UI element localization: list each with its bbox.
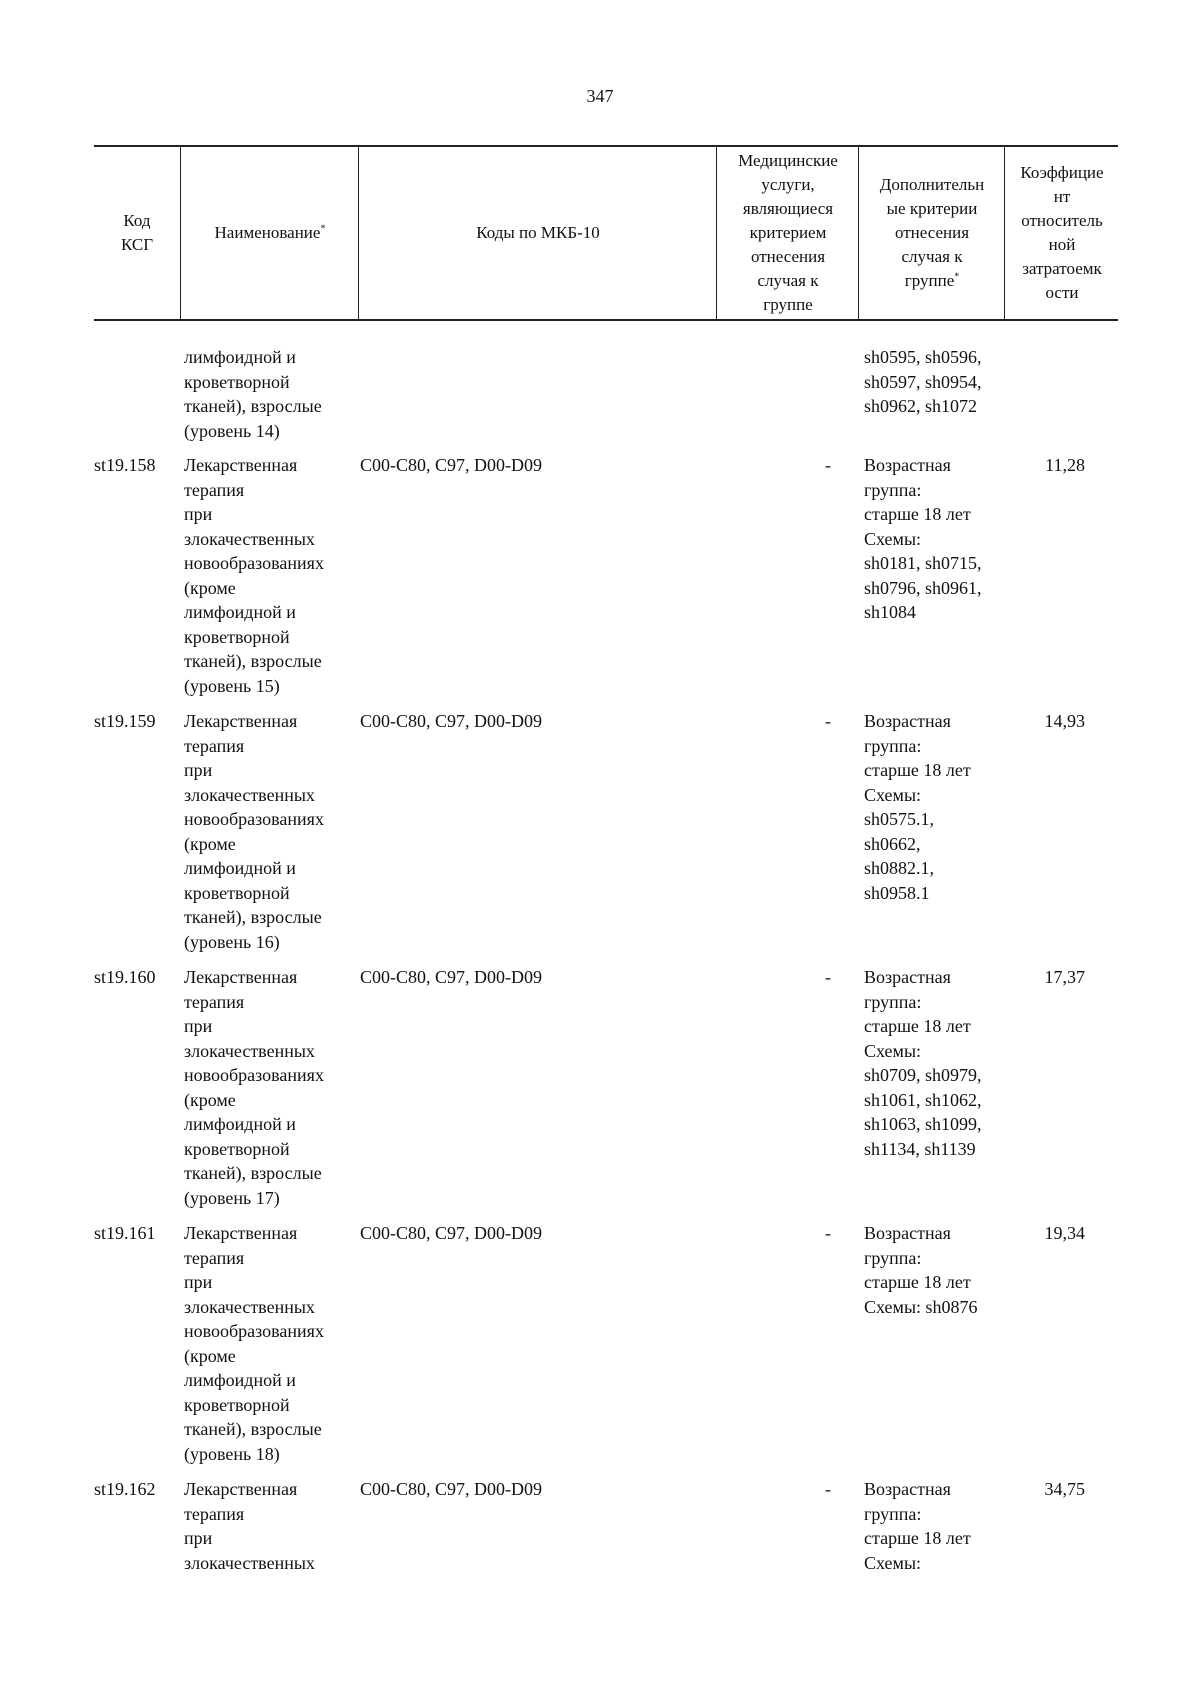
cell-mkb-codes: C00-C80, C97, D00-D09 — [360, 711, 543, 731]
cell-name-line: (уровень 14) — [184, 420, 280, 441]
cell-med-services: - — [825, 967, 831, 987]
header-coef — [1004, 147, 1119, 319]
cell-criteria-line: старше 18 лет — [864, 1272, 971, 1292]
cell-name-line: кроветворной — [184, 1138, 290, 1159]
header-coef-line: ости — [1045, 283, 1079, 302]
cell-code: st19.161 — [94, 1223, 156, 1243]
cell-name-line: лимфоидной и — [184, 858, 296, 878]
cell-name-line: (кроме — [184, 1345, 236, 1366]
cell-criteria-line: группа: — [864, 1247, 922, 1268]
header-code-line: КСГ — [120, 235, 154, 254]
cell-name-line: тканей), взрослые — [184, 396, 322, 416]
cell-mkb-codes: C00-C80, C97, D00-D09 — [360, 455, 543, 475]
cell-code: st19.160 — [94, 967, 156, 987]
cell-name-line: лимфоидной и — [184, 347, 296, 367]
cell-criteria-line: Возрастная — [864, 455, 951, 475]
header-coef-line: нт — [1053, 187, 1071, 206]
cell-criteria-line: sh0575.1, — [864, 809, 935, 829]
cell-code: st19.158 — [94, 455, 156, 475]
cell-name-line: новообразованиях — [184, 1065, 324, 1085]
cell-coefficient: 11,28 — [1045, 455, 1085, 475]
cell-name-line: при — [184, 1272, 213, 1292]
header-add-line: отнесения — [894, 223, 970, 242]
cell-coefficient: 34,75 — [1044, 1479, 1085, 1499]
cell-name-line: терапия — [184, 479, 245, 500]
cell-criteria-line: sh1063, sh1099, — [864, 1114, 982, 1134]
cell-name-line: Лекарственная — [184, 711, 298, 731]
cell-name-line: (уровень 15) — [184, 675, 280, 696]
header-med-line: критерием — [749, 223, 827, 242]
header-med-line: Медицинские — [738, 151, 838, 170]
header-add-line-mark: * — [954, 271, 960, 283]
cell-mkb-codes: C00-C80, C97, D00-D09 — [360, 1223, 543, 1243]
cell-name-line: кроветворной — [184, 626, 290, 647]
cell-name-line: кроветворной — [184, 1394, 290, 1415]
cell-name-line: при — [184, 1528, 213, 1548]
cell-criteria-line: Схемы: — [864, 528, 922, 549]
cell-coefficient: 14,93 — [1044, 711, 1085, 731]
header-coef-line: затратоемк — [1022, 259, 1102, 278]
page-number: 347 — [586, 86, 614, 106]
header-med-line: группе — [763, 295, 813, 314]
cell-name-line: при — [184, 504, 213, 524]
cell-criteria-line: Схемы: — [864, 1040, 922, 1061]
cell-name — [184, 709, 354, 954]
cell-name-line: (уровень 17) — [184, 1187, 280, 1208]
cell-name-line: лимфоидной и — [184, 1370, 296, 1390]
cell-mkb-codes: C00-C80, C97, D00-D09 — [360, 1479, 543, 1499]
cell-criteria-line: старше 18 лет — [864, 1016, 971, 1036]
cell-criteria-line: группа: — [864, 991, 922, 1012]
cell-criteria-line: Возрастная — [864, 711, 951, 731]
cell-criteria-line: Возрастная — [864, 1223, 951, 1243]
cell-name-line: терапия — [184, 991, 245, 1012]
cell-name — [184, 965, 354, 1210]
cell-criteria — [864, 1221, 1014, 1319]
cell-name-line: Лекарственная — [184, 1223, 298, 1243]
cell-name — [184, 345, 354, 443]
cell-criteria-line: sh0796, sh0961, — [864, 577, 982, 598]
cell-criteria-line: Схемы: sh0876 — [864, 1296, 978, 1317]
cell-criteria-line: группа: — [864, 735, 922, 756]
cell-name-line: Лекарственная — [184, 455, 298, 475]
cell-name-line: тканей), взрослые — [184, 1419, 322, 1439]
header-med — [716, 147, 859, 319]
header-code-line: Код — [123, 211, 151, 230]
cell-criteria-line: старше 18 лет — [864, 504, 971, 524]
cell-name — [184, 1477, 354, 1575]
cell-name-line: лимфоидной и — [184, 1114, 296, 1134]
cell-criteria-line: группа: — [864, 1503, 922, 1524]
header-add — [858, 147, 1005, 319]
header-name — [180, 147, 359, 319]
cell-coefficient: 19,34 — [1044, 1223, 1085, 1243]
cell-name-line: кроветворной — [184, 371, 290, 392]
cell-name-line: кроветворной — [184, 882, 290, 903]
cell-criteria-line: старше 18 лет — [864, 1528, 971, 1548]
header-add-line: ые критерии — [886, 199, 978, 218]
cell-name-line: новообразованиях — [184, 1321, 324, 1341]
cell-criteria-line: Схемы: — [864, 1552, 922, 1573]
cell-name-line: терапия — [184, 1503, 245, 1524]
cell-criteria-line: sh0597, sh0954, — [864, 371, 982, 392]
cell-name-line: злокачественных — [184, 1552, 315, 1573]
cell-name — [184, 1221, 354, 1466]
cell-criteria-line: sh0962, sh1072 — [864, 396, 978, 416]
cell-coefficient: 17,37 — [1044, 967, 1085, 987]
cell-name-line: (уровень 18) — [184, 1443, 280, 1464]
cell-name-line: новообразованиях — [184, 809, 324, 829]
cell-criteria-line: sh0595, sh0596, — [864, 347, 982, 367]
table-header — [94, 145, 1118, 321]
cell-criteria — [864, 345, 1014, 419]
header-med-line: отнесения — [750, 247, 826, 266]
cell-name-line: тканей), взрослые — [184, 1163, 322, 1183]
cell-criteria-line: sh1061, sh1062, — [864, 1089, 982, 1110]
cell-name-line: тканей), взрослые — [184, 651, 322, 671]
cell-name-line: терапия — [184, 1247, 245, 1268]
cell-name — [184, 453, 354, 698]
header-med-line: являющиеся — [742, 199, 834, 218]
cell-criteria-line: sh1134, sh1139 — [864, 1138, 976, 1159]
cell-name-line: злокачественных — [184, 1040, 315, 1061]
cell-criteria — [864, 453, 1014, 625]
header-med-line: услуги, — [761, 175, 815, 194]
cell-criteria-line: sh0709, sh0979, — [864, 1065, 982, 1085]
cell-code: st19.162 — [94, 1479, 156, 1499]
cell-criteria-line: группа: — [864, 479, 922, 500]
cell-name-line: злокачественных — [184, 528, 315, 549]
cell-med-services: - — [825, 455, 831, 475]
header-add-line: группе* — [904, 271, 960, 290]
header-name-text: Наименование — [214, 223, 321, 242]
cell-criteria — [864, 1477, 1014, 1575]
cell-name-line: злокачественных — [184, 784, 315, 805]
cell-name-line: лимфоидной и — [184, 602, 296, 622]
cell-name-line: (кроме — [184, 577, 236, 598]
header-add-line: случая к — [901, 247, 963, 266]
cell-criteria — [864, 709, 1014, 905]
cell-name-line: новообразованиях — [184, 553, 324, 573]
cell-name-line: Лекарственная — [184, 967, 298, 987]
cell-criteria-line: sh0662, — [864, 833, 921, 854]
cell-name-line: (кроме — [184, 1089, 236, 1110]
cell-name-line: (кроме — [184, 833, 236, 854]
cell-med-services: - — [825, 711, 831, 731]
cell-criteria-line: старше 18 лет — [864, 760, 971, 780]
cell-name-line: (уровень 16) — [184, 931, 280, 952]
cell-criteria-line: Схемы: — [864, 784, 922, 805]
cell-name-line: при — [184, 760, 213, 780]
cell-mkb-codes: C00-C80, C97, D00-D09 — [360, 967, 543, 987]
cell-name-line: Лекарственная — [184, 1479, 298, 1499]
header-med-line: случая к — [757, 271, 819, 290]
header-add-line: Дополнительн — [879, 175, 985, 194]
cell-criteria-line: Возрастная — [864, 1479, 951, 1499]
cell-name-line: злокачественных — [184, 1296, 315, 1317]
header-name-mark: * — [320, 223, 326, 235]
cell-criteria-line: sh0181, sh0715, — [864, 553, 982, 573]
header-mkb-text: Коды по МКБ-10 — [476, 223, 600, 242]
cell-med-services: - — [825, 1479, 831, 1499]
cell-criteria-line: Возрастная — [864, 967, 951, 987]
cell-criteria-line: sh0882.1, — [864, 858, 935, 878]
header-coef-line: относитель — [1021, 211, 1103, 230]
cell-code: st19.159 — [94, 711, 156, 731]
cell-med-services: - — [825, 1223, 831, 1243]
cell-name-line: терапия — [184, 735, 245, 756]
cell-criteria — [864, 965, 1014, 1161]
header-code — [94, 147, 180, 319]
header-coef-line: Коэффицие — [1020, 163, 1104, 182]
cell-name-line: тканей), взрослые — [184, 907, 322, 927]
header-coef-line: ной — [1048, 235, 1076, 254]
cell-name-line: при — [184, 1016, 213, 1036]
header-mkb — [358, 147, 717, 319]
cell-criteria-line: sh0958.1 — [864, 882, 930, 903]
cell-criteria-line: sh1084 — [864, 602, 917, 622]
